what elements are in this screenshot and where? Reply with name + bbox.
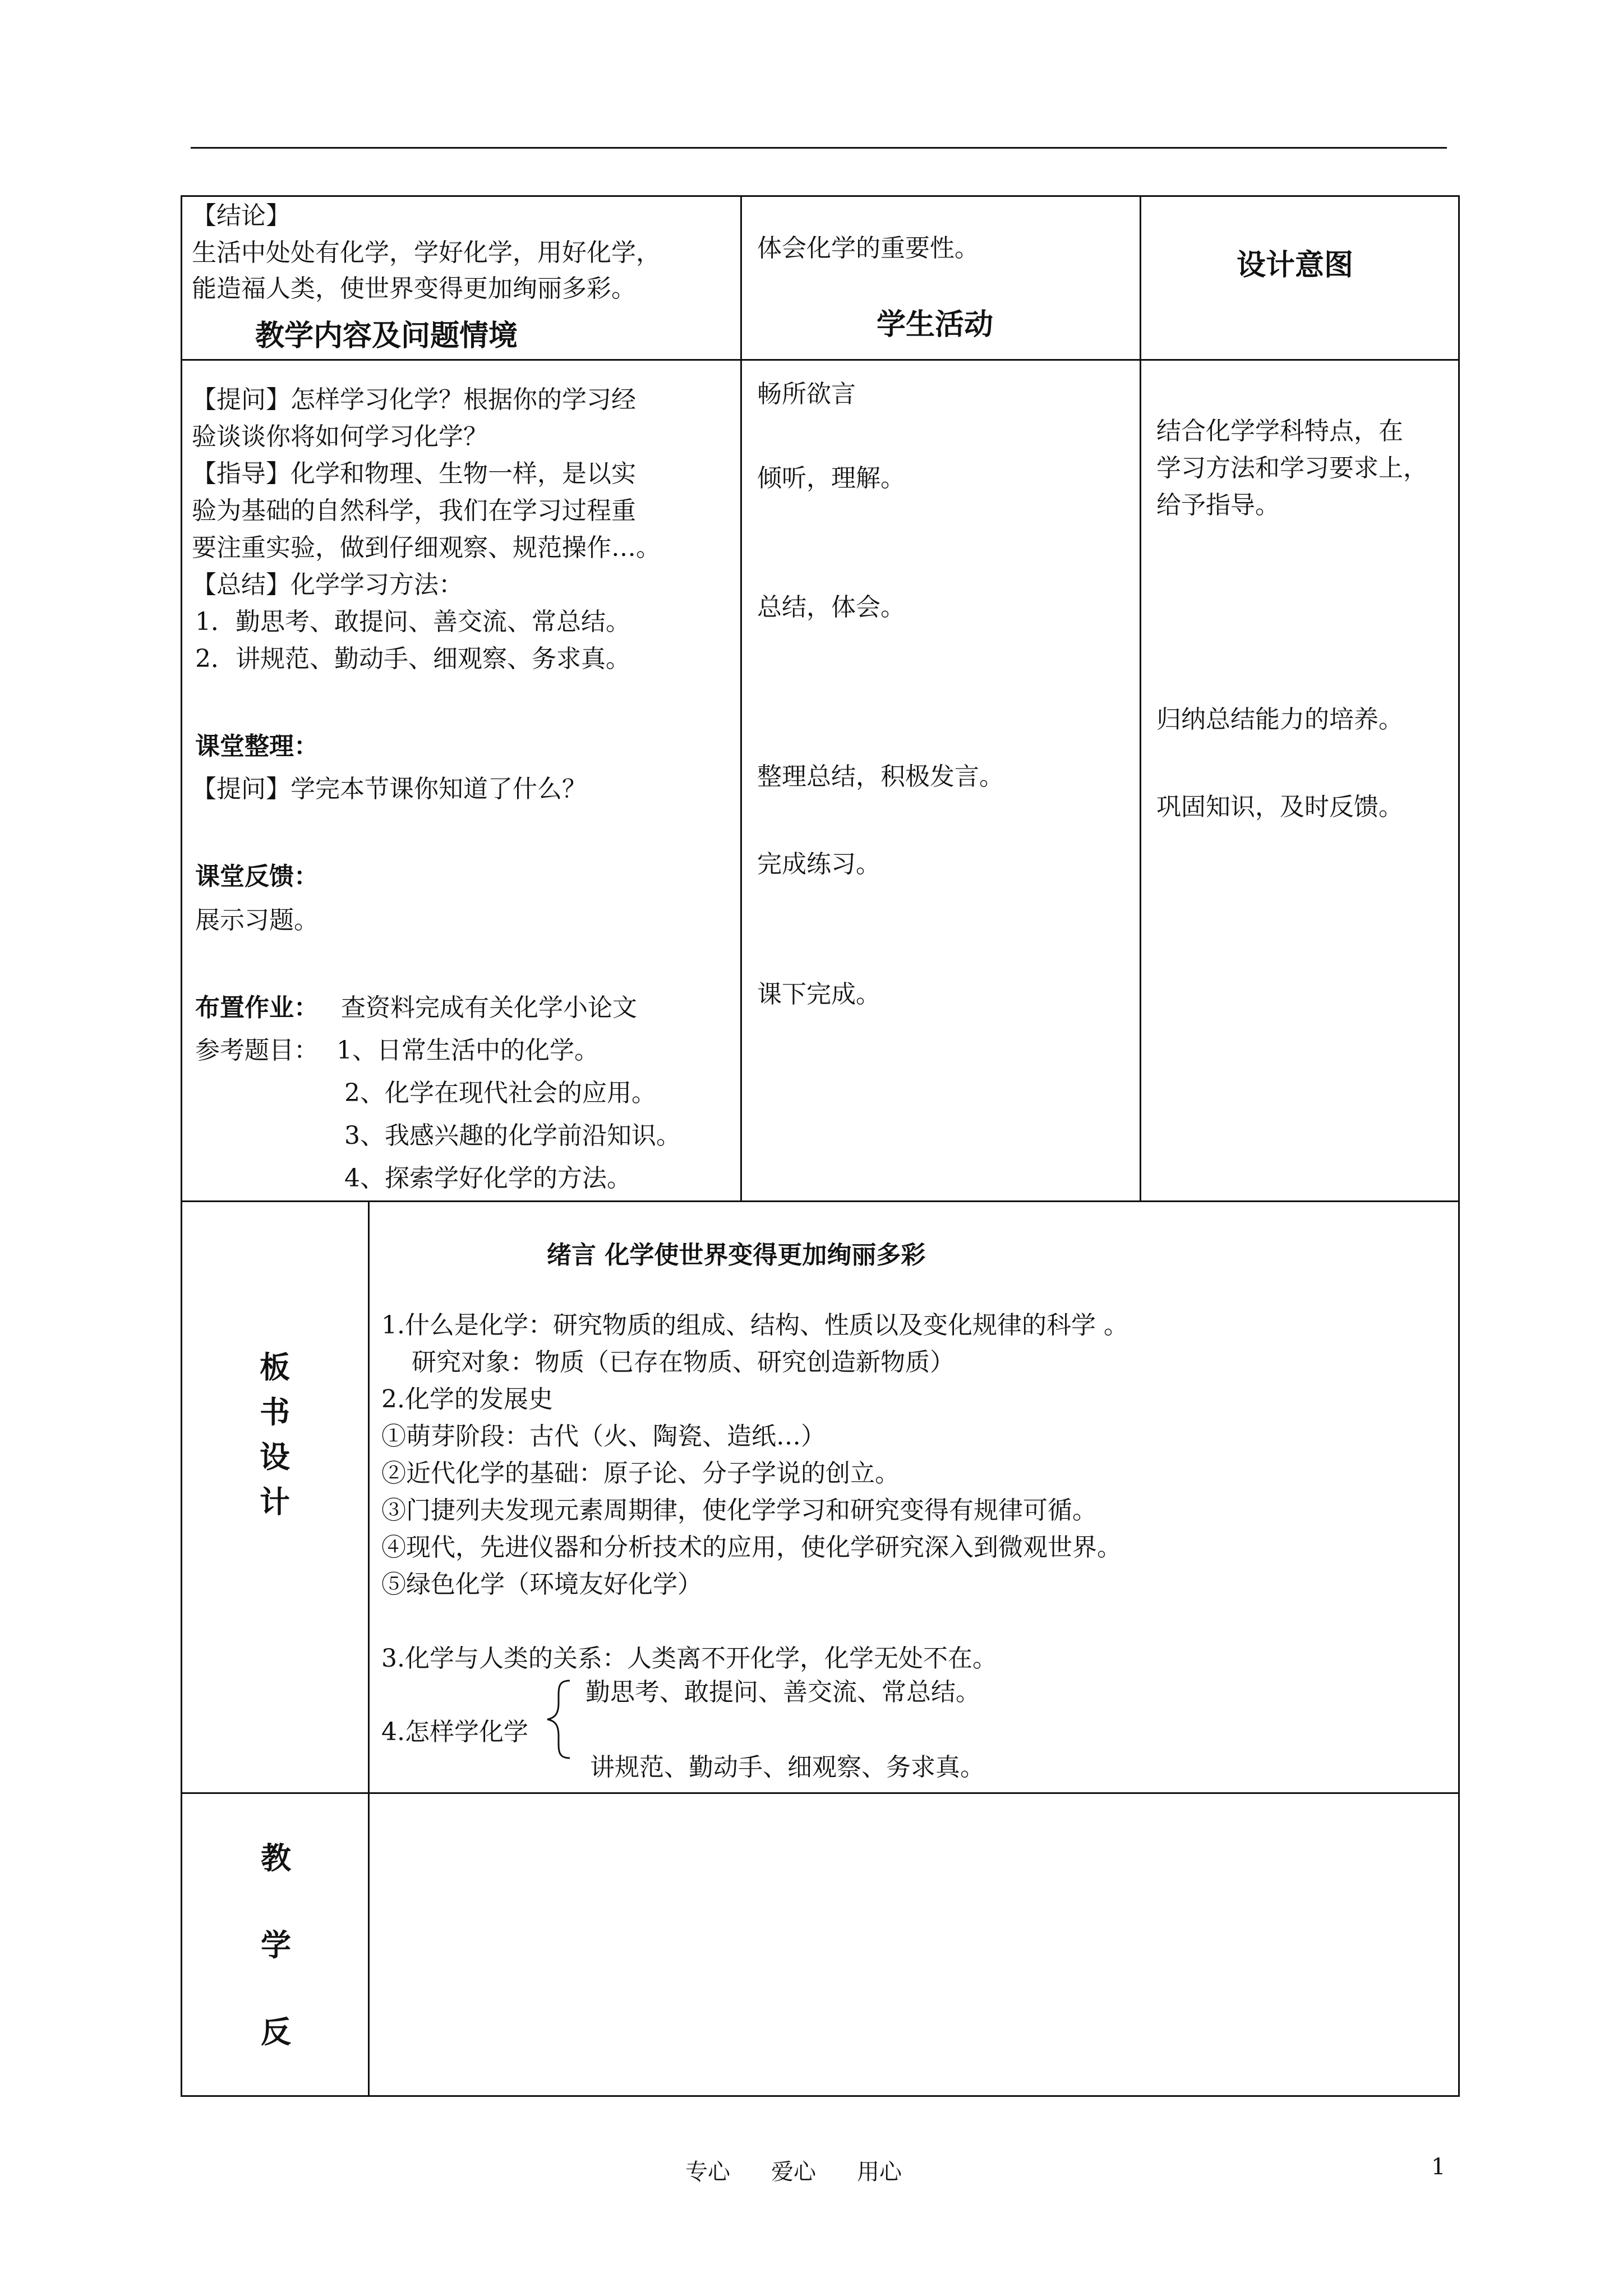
design-intent-2: 归纳总结能力的培养。: [1156, 705, 1403, 734]
class-feedback-title: 课堂反馈：: [195, 862, 319, 891]
board-line-3: 2.化学的发展史: [381, 1385, 553, 1414]
board-design-label-char-1: 板: [260, 1349, 290, 1385]
board-design-label-char-4: 计: [260, 1484, 290, 1520]
guidance-line-2: 验为基础的自然科学，我们在学习过程重: [192, 496, 636, 525]
design-intent-1-line-2: 学习方法和学习要求上，: [1156, 454, 1428, 482]
table-border-top: [181, 195, 1459, 197]
board-line-10-top: 勤思考、敢提问、善交流、常总结。: [585, 1678, 980, 1706]
reference-topic-1: 1、日常生活中的化学。: [336, 1036, 599, 1065]
table-border-bottom: [181, 2095, 1459, 2097]
board-line-5: ②近代化学的基础：原子论、分子学说的创立。: [381, 1459, 900, 1488]
header-teaching-content: 教学内容及问题情境: [255, 319, 518, 353]
board-design-label-char-3: 设: [260, 1439, 290, 1475]
design-intent-1-line-3: 给予指导。: [1156, 491, 1280, 519]
conclusion-line-2: 能造福人类，使世界变得更加绚丽多彩。: [192, 274, 636, 303]
homework-text: 查资料完成有关化学小论文: [341, 993, 637, 1022]
summary-item-2: 2．讲规范、勤动手、细观察、务求真。: [195, 645, 630, 673]
label-column-divider: [368, 1200, 370, 2097]
board-line-2: 研究对象：物质（已存在物质、研究创造新物质）: [412, 1348, 955, 1377]
summary-title: 【总结】化学学习方法：: [192, 570, 463, 599]
design-intent-1-line-1: 结合化学学科特点，在: [1156, 417, 1403, 445]
table-border-left: [181, 195, 182, 2097]
reflection-label-char-1: 教: [261, 1840, 291, 1876]
board-line-8: ⑤绿色化学（环境友好化学）: [381, 1570, 702, 1599]
table-border-right: [1458, 195, 1460, 2097]
footer-motto-3: 用心: [857, 2159, 902, 2185]
table-divider-board: [181, 1200, 1459, 1202]
curly-brace-icon: [542, 1677, 575, 1761]
reference-topic-2: 2、化学在现代社会的应用。: [344, 1079, 656, 1107]
column-divider-2: [1140, 195, 1141, 1202]
reflection-label-char-3: 反: [261, 2014, 291, 2050]
class-arrangement-question: 【提问】学完本节课你知道了什么？: [192, 775, 587, 803]
reflection-label-char-2: 学: [261, 1927, 291, 1963]
board-design-label-char-2: 书: [260, 1394, 290, 1430]
board-line-10-label: 4.怎样学化学: [381, 1718, 528, 1746]
student-activity-1: 畅所欲言: [757, 380, 856, 408]
column-divider-1: [740, 195, 742, 1202]
question-1-line-1: 【提问】怎样学习化学？根据你的学习经: [192, 385, 636, 414]
homework-title: 布置作业：: [195, 993, 319, 1022]
conclusion-line-1: 生活中处处有化学，学好化学，用好化学，: [192, 238, 661, 267]
board-line-10-bottom: 讲规范、勤动手、细观察、务求真。: [590, 1753, 985, 1782]
conclusion-student-activity: 体会化学的重要性。: [757, 234, 979, 263]
table-divider-reflection: [181, 1792, 1459, 1794]
page-number: 1: [1431, 2154, 1446, 2180]
header-student-activity: 学生活动: [877, 307, 994, 342]
guidance-line-3: 要注重实验，做到仔细观察、规范操作…。: [192, 533, 661, 562]
student-activity-4: 整理总结，积极发言。: [757, 762, 1004, 791]
class-feedback-text: 展示习题。: [195, 906, 319, 935]
class-arrangement-title: 课堂整理：: [195, 732, 319, 761]
header-rule: [191, 147, 1447, 149]
board-title: 绪言 化学使世界变得更加绚丽多彩: [547, 1241, 926, 1269]
student-activity-2: 倾听，理解。: [757, 464, 905, 493]
design-intent-3: 巩固知识，及时反馈。: [1156, 793, 1403, 821]
board-line-1: 1.什么是化学：研究物质的组成、结构、性质以及变化规律的科学 。: [381, 1311, 1128, 1340]
board-line-4: ①萌芽阶段：古代（火、陶瓷、造纸…）: [381, 1422, 826, 1451]
guidance-line-1: 【指导】化学和物理、生物一样，是以实: [192, 459, 636, 488]
board-line-7: ④现代，先进仪器和分析技术的应用，使化学研究深入到微观世界。: [381, 1533, 1122, 1562]
student-activity-6: 课下完成。: [757, 980, 880, 1009]
table-divider-header: [181, 359, 1459, 361]
conclusion-label: 【结论】: [192, 201, 291, 230]
footer-motto-1: 专心: [685, 2159, 730, 2185]
student-activity-5: 完成练习。: [757, 850, 880, 878]
header-design-intent: 设计意图: [1237, 248, 1354, 282]
question-1-line-2: 验谈谈你将如何学习化学？: [192, 422, 488, 451]
board-line-6: ③门捷列夫发现元素周期律，使化学学习和研究变得有规律可循。: [381, 1496, 1097, 1525]
board-line-9: 3.化学与人类的关系：人类离不开化学，化学无处不在。: [381, 1644, 997, 1673]
reference-topic-4: 4、探索学好化学的方法。: [344, 1164, 631, 1193]
reference-topic-3: 3、我感兴趣的化学前沿知识。: [344, 1121, 681, 1150]
footer-motto-2: 爱心: [771, 2159, 816, 2185]
summary-item-1: 1．勤思考、敢提问、善交流、常总结。: [195, 608, 630, 636]
student-activity-3: 总结，体会。: [757, 593, 905, 622]
reference-label: 参考题目：: [195, 1036, 319, 1065]
